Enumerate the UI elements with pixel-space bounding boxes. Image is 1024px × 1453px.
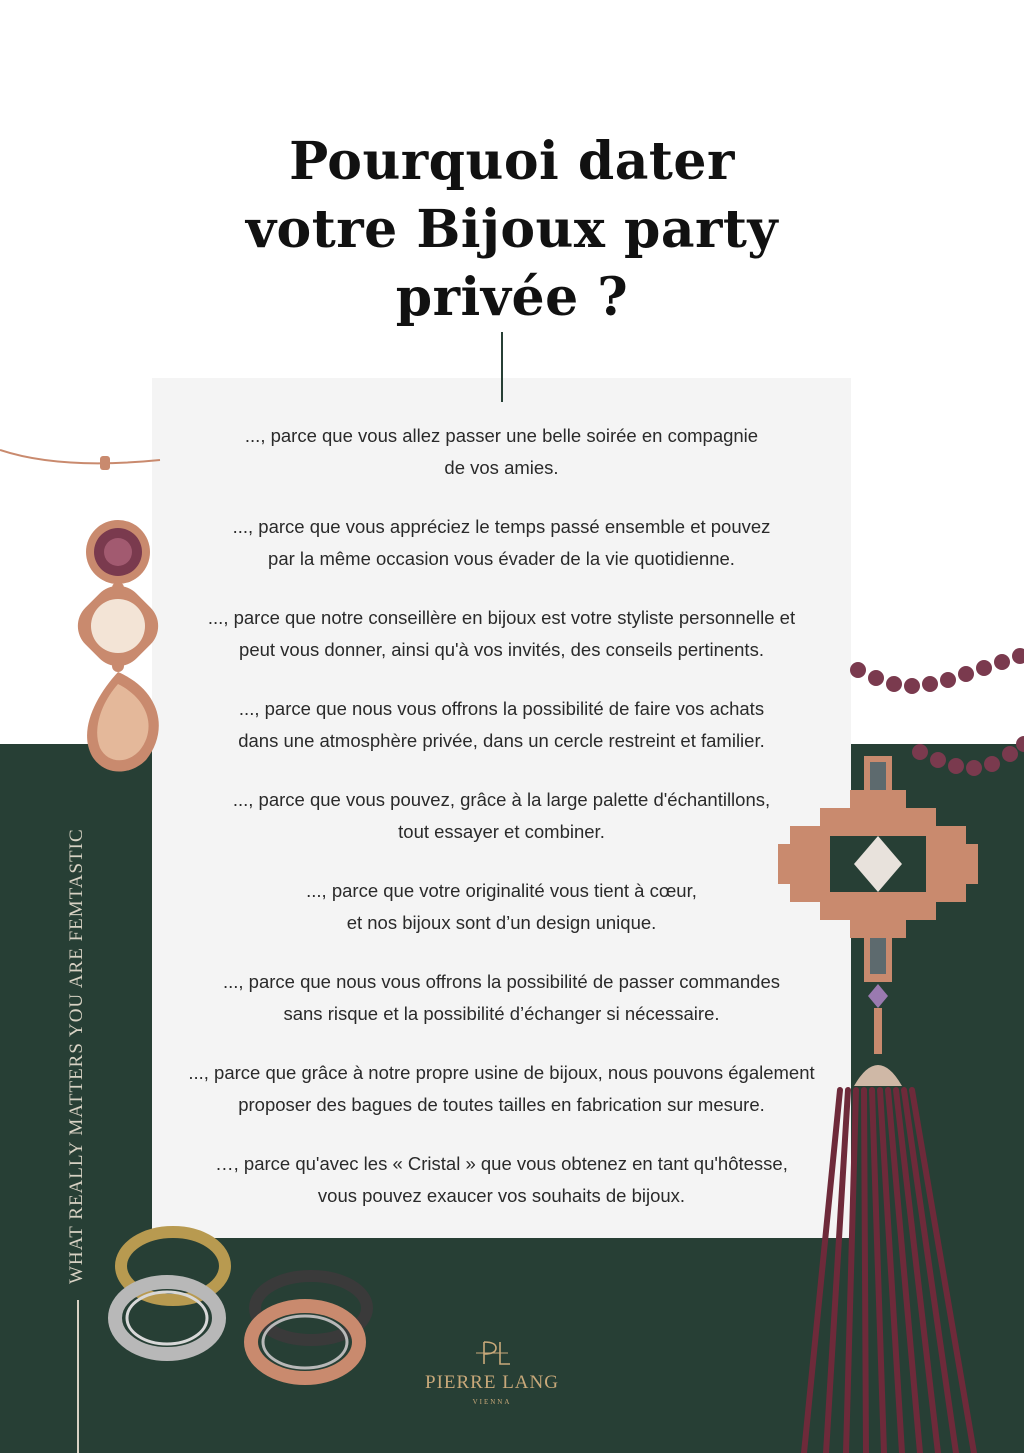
reason-item <box>152 1148 851 1212</box>
reason-line: sans risque et la possibilité d’échanger si nécessaire. <box>283 1003 720 1024</box>
vertical-tagline: WHAT REALLY MATTERS YOU ARE FEMTASTIC <box>66 828 87 1284</box>
pendant-necklace-image <box>0 420 180 780</box>
reason-line: ..., parce que vous pouvez, grâce à la large palette d'échantillons, <box>232 789 771 810</box>
brand-name: PIERRE LANG <box>425 1372 559 1393</box>
reason-line: par la même occasion vous évader de la vie quotidienne. <box>268 548 735 569</box>
title-line-2: votre Bijoux party <box>245 199 779 260</box>
gold-silver-rings-image <box>105 1218 235 1378</box>
reason-line: dans une atmosphère privée, dans un cercle restreint et familier. <box>238 730 765 751</box>
reason-line: …, parce qu'avec les « Cristal » que vous obtenez en tant qu'hôtesse, <box>215 1153 788 1174</box>
reason-line: ..., parce que nous vous offrons la possibilité de passer commandes <box>222 971 781 992</box>
reason-line: de vos amies. <box>444 457 559 478</box>
reason-line: ..., parce que grâce à notre propre usine de bijoux, nous pouvons également <box>188 1062 815 1083</box>
reason-line: ..., parce que notre conseillère en bijoux est votre styliste personnelle et <box>207 607 796 628</box>
reason-item <box>152 966 851 1030</box>
rose-gold-rings-image <box>245 1264 380 1394</box>
reason-item <box>152 602 851 666</box>
reason-item <box>152 511 851 575</box>
title-line-3: privée ? <box>395 267 629 328</box>
reason-item <box>152 875 851 939</box>
reason-line: peut vous donner, ainsi qu'à vos invités, des conseils pertinents. <box>239 639 764 660</box>
reason-line: ..., parce que votre originalité vous tient à cœur, <box>306 880 697 901</box>
reason-line: ..., parce que nous vous offrons la possibilité de faire vos achats <box>238 698 765 719</box>
tagline-rule <box>77 1300 79 1453</box>
pierre-lang-logo-icon <box>470 1340 514 1366</box>
reason-item <box>152 1057 851 1121</box>
reason-line: ..., parce que vous allez passer une belle soirée en compagnie <box>244 425 759 446</box>
title-line-1: Pourquoi dater <box>289 131 735 192</box>
title-divider <box>501 332 503 402</box>
reason-line: ..., parce que vous appréciez le temps passé ensemble et pouvez <box>232 516 771 537</box>
reason-line: tout essayer et combiner. <box>398 821 605 842</box>
reason-line: vous pouvez exaucer vos souhaits de bijoux. <box>317 1185 686 1206</box>
reason-line: proposer des bagues de toutes tailles en fabrication sur mesure. <box>238 1094 765 1115</box>
page-title <box>180 128 844 332</box>
brand-subtitle: VIENNA <box>472 1398 512 1406</box>
reason-item <box>152 420 851 484</box>
tassel-necklace-image <box>770 640 1024 1453</box>
reason-item <box>152 784 851 848</box>
reason-line: et nos bijoux sont d’un design unique. <box>346 912 657 933</box>
reason-item <box>152 693 851 757</box>
